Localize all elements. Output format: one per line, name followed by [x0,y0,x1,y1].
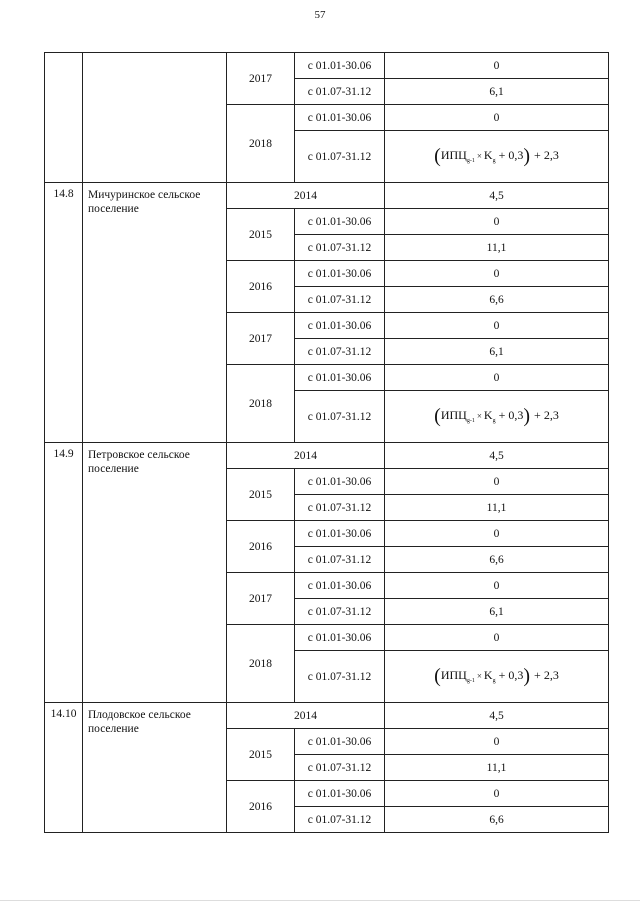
table-row [45,53,609,79]
settlement-name-cell: Мичуринское сельское поселение [83,183,227,443]
formula-addend: + 0,3 [498,668,524,682]
table-row [45,703,609,729]
table-row [45,183,609,209]
period-cell: с 01.01-30.06 [295,781,385,807]
year-cell: 2015 [227,729,295,781]
formula-index-subscript: g-1 [466,678,475,684]
period-cell: с 01.07-31.12 [295,599,385,625]
period-cell: с 01.07-31.12 [295,651,385,703]
formula-index-subscript: g-1 [466,158,475,164]
settlement-name-cell [83,53,227,183]
period-cell: с 01.07-31.12 [295,131,385,183]
formula-coefficient-subscript: g [492,418,496,424]
year-cell: 2016 [227,261,295,313]
year-cell: 2016 [227,521,295,573]
year-cell: 2016 [227,781,295,833]
period-cell: с 01.01-30.06 [295,625,385,651]
formula-coefficient: K [483,668,493,682]
value-cell: 0 [385,469,609,495]
value-cell: 0 [385,209,609,235]
formula-times: × [476,411,482,421]
formula-close-paren: ) [523,405,531,427]
formula-open-paren: ( [434,145,441,167]
formula-tail: + 2,3 [534,408,559,422]
value-cell: 0 [385,781,609,807]
formula-close-paren: ) [523,665,531,687]
period-cell: с 01.07-31.12 [295,807,385,833]
value-cell: 6,6 [385,807,609,833]
value-cell: 0 [385,521,609,547]
period-cell: с 01.01-30.06 [295,729,385,755]
year-cell: 2015 [227,469,295,521]
formula-index: ИПЦ [440,148,467,162]
year-cell: 2014 [227,703,385,729]
value-cell: 0 [385,729,609,755]
value-cell: 11,1 [385,495,609,521]
formula-cell [385,391,609,443]
value-cell: 11,1 [385,755,609,781]
value-cell: 4,5 [385,443,609,469]
page-bottom-edge [0,900,640,901]
period-cell: с 01.01-30.06 [295,261,385,287]
formula-open-paren: ( [434,405,441,427]
section-number-cell: 14.8 [45,183,83,443]
period-cell: с 01.01-30.06 [295,573,385,599]
value-cell: 0 [385,313,609,339]
period-cell: с 01.07-31.12 [295,391,385,443]
period-cell: с 01.01-30.06 [295,53,385,79]
page-number: 57 [314,9,326,21]
year-cell: 2015 [227,209,295,261]
year-cell: 2017 [227,313,295,365]
formula-coefficient-subscript: g [492,678,496,684]
value-cell: 4,5 [385,703,609,729]
year-cell: 2014 [227,443,385,469]
period-cell: с 01.01-30.06 [295,209,385,235]
formula-tail: + 2,3 [534,148,559,162]
year-cell: 2018 [227,625,295,703]
value-cell: 6,1 [385,79,609,105]
period-cell: с 01.07-31.12 [295,235,385,261]
year-cell: 2017 [227,573,295,625]
section-number-cell: 14.10 [45,703,83,833]
value-cell: 6,6 [385,287,609,313]
year-cell: 2014 [227,183,385,209]
period-cell: с 01.01-30.06 [295,521,385,547]
period-cell: с 01.07-31.12 [295,287,385,313]
formula-times: × [476,151,482,161]
value-cell: 0 [385,573,609,599]
formula-open-paren: ( [434,665,441,687]
value-cell: 0 [385,105,609,131]
formula-index-subscript: g-1 [466,418,475,424]
year-cell: 2018 [227,105,295,183]
formula-close-paren: ) [523,145,531,167]
value-cell: 0 [385,53,609,79]
formula-cell [385,131,609,183]
formula-addend: + 0,3 [498,408,524,422]
year-cell: 2018 [227,365,295,443]
formula-coefficient: K [483,408,493,422]
formula-coefficient: K [483,148,493,162]
formula-addend: + 0,3 [498,148,524,162]
value-cell: 11,1 [385,235,609,261]
section-number-cell: 14.9 [45,443,83,703]
value-cell: 0 [385,625,609,651]
value-cell: 4,5 [385,183,609,209]
period-cell: с 01.07-31.12 [295,495,385,521]
formula-tail: + 2,3 [534,668,559,682]
period-cell: с 01.01-30.06 [295,105,385,131]
formula-times: × [476,671,482,681]
settlement-name-cell: Плодовское сельское поселение [83,703,227,833]
value-cell: 6,6 [385,547,609,573]
formula-coefficient-subscript: g [492,158,496,164]
period-cell: с 01.01-30.06 [295,365,385,391]
period-cell: с 01.07-31.12 [295,79,385,105]
value-cell: 0 [385,365,609,391]
value-cell: 0 [385,261,609,287]
period-cell: с 01.01-30.06 [295,313,385,339]
period-cell: с 01.07-31.12 [295,547,385,573]
table-row [45,443,609,469]
formula-index: ИПЦ [440,408,467,422]
year-cell: 2017 [227,53,295,105]
tariff-table [44,52,608,833]
section-number-cell [45,53,83,183]
formula-cell [385,651,609,703]
period-cell: с 01.07-31.12 [295,339,385,365]
period-cell: с 01.07-31.12 [295,755,385,781]
period-cell: с 01.01-30.06 [295,469,385,495]
value-cell: 6,1 [385,339,609,365]
value-cell: 6,1 [385,599,609,625]
settlement-name-cell: Петровское сельское поселение [83,443,227,703]
formula-index: ИПЦ [440,668,467,682]
